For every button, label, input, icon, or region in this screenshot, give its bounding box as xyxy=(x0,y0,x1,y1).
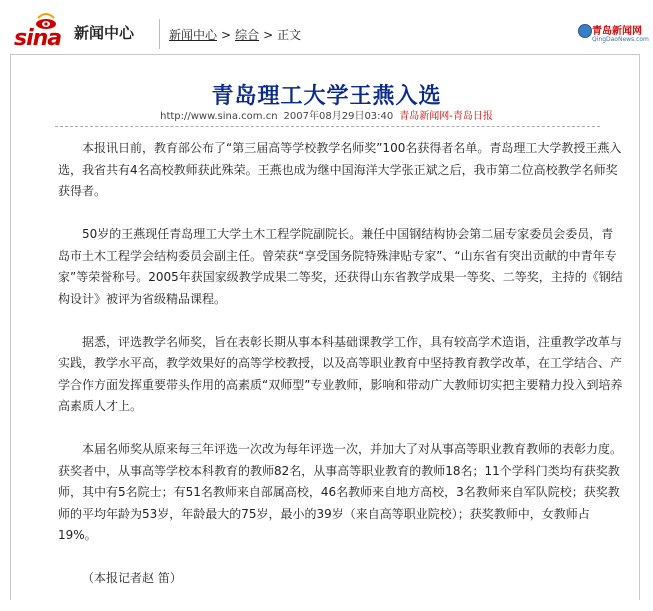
article-byline: （本报记者赵 笛） xyxy=(82,571,182,586)
article-paragraph: 50岁的王燕现任青岛理工大学土木工程学院副院长。兼任中国钢结构协会第二届专家委员会委员，青岛市土木工程学会结构委员会副主任。曾荣获“享受国务院特殊津贴专家”、“山东省有突出贡献的中青年专家”等荣誉称号。2005年获国家级教学成果二等奖，还获得山东省教学成果一等奖、二等奖，主持的《钢结构设计》被评为省级精品课程。 xyxy=(58,226,623,306)
breadcrumb-general[interactable]: 综合 xyxy=(235,28,260,42)
article-meta xyxy=(0,107,653,122)
partner-logo-text: 青岛新闻网 xyxy=(592,26,642,37)
article-paragraph: 本报讯日前，教育部公布了“第三届高等学校教学名师奖”100名获得者名单。青岛理工大学教授王燕入选，我省共有4名高校教师获此殊荣。王燕也成为继中国海洋大学张正斌之后，我市第二位高校教学名师奖获得者。 xyxy=(58,141,622,199)
article-title: 青岛理工大学王燕入选 xyxy=(211,82,442,109)
breadcrumb-separator: > xyxy=(221,28,232,42)
article-datetime: 2007年08月29日03:40 xyxy=(283,111,394,122)
site-header xyxy=(0,0,653,54)
breadcrumb-separator: > xyxy=(263,28,274,42)
meta-divider xyxy=(55,126,600,127)
article-url[interactable]: http://www.sina.com.cn xyxy=(160,111,278,122)
channel-title[interactable]: 新闻中心 xyxy=(74,24,135,42)
breadcrumb-current: 正文 xyxy=(277,28,302,42)
article-paragraph: 据悉，评选教学名师奖，旨在表彰长期从事本科基础课教学工作，具有较高学术造诣，注重教学改革与实践，教学水平高，教学效果好的高等学校教授，以及高等职业教育中坚持教育教学改革，在工学结合、产学合作方面发挥重要带头作用的高素质“双师型”专业教师，影响和带动广大教师切实把主要精力投入到培养高素质人才上。 xyxy=(58,334,623,414)
sina-logo-text: sina xyxy=(14,26,62,51)
breadcrumb-news-center[interactable]: 新闻中心 xyxy=(169,28,218,42)
partner-url-text: QingDaoNews.com xyxy=(592,36,649,43)
header-divider xyxy=(159,19,160,49)
article-body xyxy=(58,138,623,611)
globe-icon xyxy=(578,24,592,38)
sina-logo[interactable] xyxy=(14,12,68,50)
article-paragraph: 本届名师奖从原来每三年评选一次改为每年评选一次，并加大了对从事高等职业教育教师的表彰力度。获奖者中，从事高等学校本科教育的教师82名，从事高等职业教育的教师18名；11个学科门类均有获奖教师，其中有5名院士；有51名教师来自部属高校，46名教师来自地方高校，3名教师来自军队院校；获奖教师的平均年龄为53岁，年龄最大的75岁，最小的39岁（来自高等职业院校）；获奖教师中，女教师占19%。 xyxy=(58,442,623,543)
article-source[interactable]: 青岛新闻网-青岛日报 xyxy=(399,111,493,122)
breadcrumb xyxy=(169,26,301,43)
partner-logo[interactable] xyxy=(578,22,648,50)
